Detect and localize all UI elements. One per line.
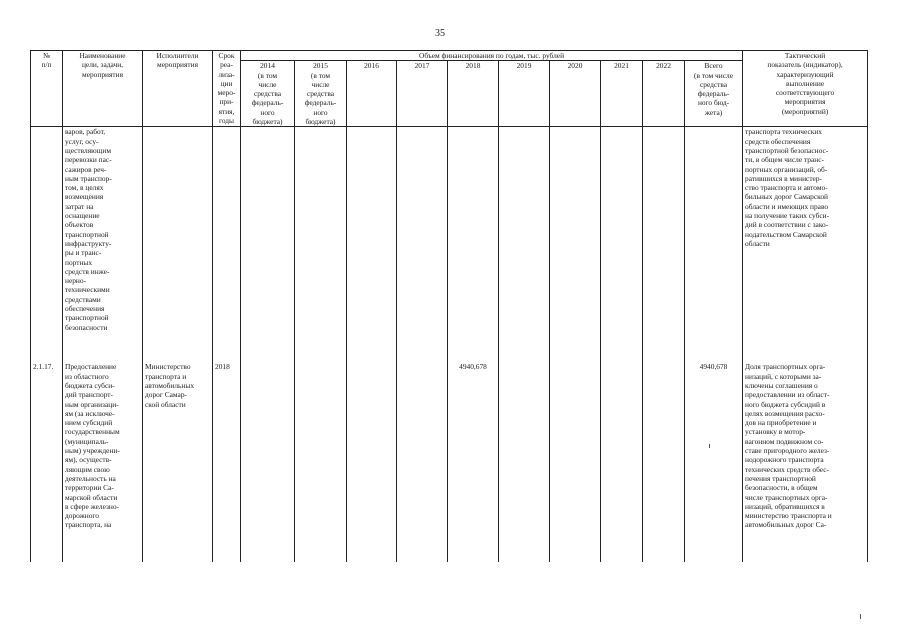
cell-name: Предоставление из областного бюджета субси- дий транспорт- ным организаци- ям (за исключе- нием субсидий государственным (муниципаль- ным) учреждени- ям), осуществ- ляющим свою деятельность на территории Са- марской области в сфере железно- дорожного транспорта, на: [63, 362, 143, 562]
cell-2020: [550, 127, 601, 363]
header-funding-title: Объем финансирования по годам, тыс. рублей: [241, 51, 743, 61]
header-year-2021: 2021: [601, 61, 643, 127]
cell-2017: [397, 362, 448, 562]
header-year-2020: 2020: [550, 61, 601, 127]
cell-2018: 4940,678: [448, 362, 499, 562]
header-year-2017: 2017: [397, 61, 448, 127]
header-year-2015: 2015 (в том числе средства федераль- ного бюджета): [295, 61, 347, 127]
cell-2020: [550, 362, 601, 562]
cell-total: [685, 127, 743, 363]
scan-mark: [709, 444, 710, 448]
cell-2019: [499, 362, 550, 562]
cell-2022: [643, 127, 685, 363]
header-num: № п/п: [31, 51, 63, 127]
cell-2021: [601, 127, 643, 363]
cell-name: варов, работ, услуг, осу- ществляющим перевозки пас- сажиров реч- ным транспор- том, в целях возмещения затрат на оснащение объектов транспортной инфраструкту- ры и транс- портных средств инже- нерно- техническими средствами обеспечения транспортной безопасности: [63, 127, 143, 363]
scan-mark: [860, 614, 861, 619]
cell-2022: [643, 362, 685, 562]
header-year-2014: 2014 (в том числе средства федераль- ного бюджета): [241, 61, 295, 127]
cell-indicator: Доля транспортных орга- низаций, с которыми за- ключены соглашения о предоставлении из област- ного бюджета субсидий в целях возмещения расхо- дов на приобретение и установку в мотор- вагонном подвижном со- ставе пригородного желез- нодорожного транспорта технических средств обес- печения транспортной безопасности, в общем числе транспортных орга- низаций, обратившихся в министерство транспорта и автомобильных дорог Са-: [743, 362, 868, 562]
cell-2016: [347, 362, 397, 562]
cell-2017: [397, 127, 448, 363]
cell-2021: [601, 362, 643, 562]
cell-2015: [295, 362, 347, 562]
table-header: [31, 51, 868, 127]
header-year-2022: 2022: [643, 61, 685, 127]
cell-2014: [241, 362, 295, 562]
cell-num: [31, 127, 63, 363]
cell-term: [213, 127, 241, 363]
header-year-2018: 2018: [448, 61, 499, 127]
header-term: Срок реа- лиза- ции меро- при- ятия, годы: [213, 51, 241, 127]
page-number: 35: [435, 28, 445, 39]
cell-2018: [448, 127, 499, 363]
cell-num: 2.1.17.: [31, 362, 63, 562]
table-row-2-1-17: [31, 362, 868, 562]
header-executors: Исполнители мероприятия: [143, 51, 213, 127]
cell-term: 2018: [213, 362, 241, 562]
table-row-continuation: [31, 127, 868, 363]
header-total: Всего (в том числе средства федераль- ного бюд- жета): [685, 61, 743, 127]
cell-executor: Министерство транспорта и автомобильных дорог Самар- ской области: [143, 362, 213, 562]
header-year-2016: 2016: [347, 61, 397, 127]
cell-executor: [143, 127, 213, 363]
cell-indicator: транспорта технических средств обеспечения транспортной безопаснос- ти, в общем числе транс- портных организаций, об- ратившихся в министер- ство транспорта и автомо- бильных дорог Самарской области и имеющих право на получение таких субси- дий в соответствии с зако- нодательством Самарской области: [743, 127, 868, 363]
header-indicator: Тактический показатель (индикатор), характеризующий выполнение соответствующего мероприятия (мероприятий): [743, 51, 868, 127]
cell-2016: [347, 127, 397, 363]
header-year-2019: 2019: [499, 61, 550, 127]
budget-table: [30, 50, 868, 562]
cell-total: 4940,678: [685, 362, 743, 562]
cell-2014: [241, 127, 295, 363]
cell-2019: [499, 127, 550, 363]
header-name: Наименование цели, задачи, мероприятия: [63, 51, 143, 127]
cell-2015: [295, 127, 347, 363]
